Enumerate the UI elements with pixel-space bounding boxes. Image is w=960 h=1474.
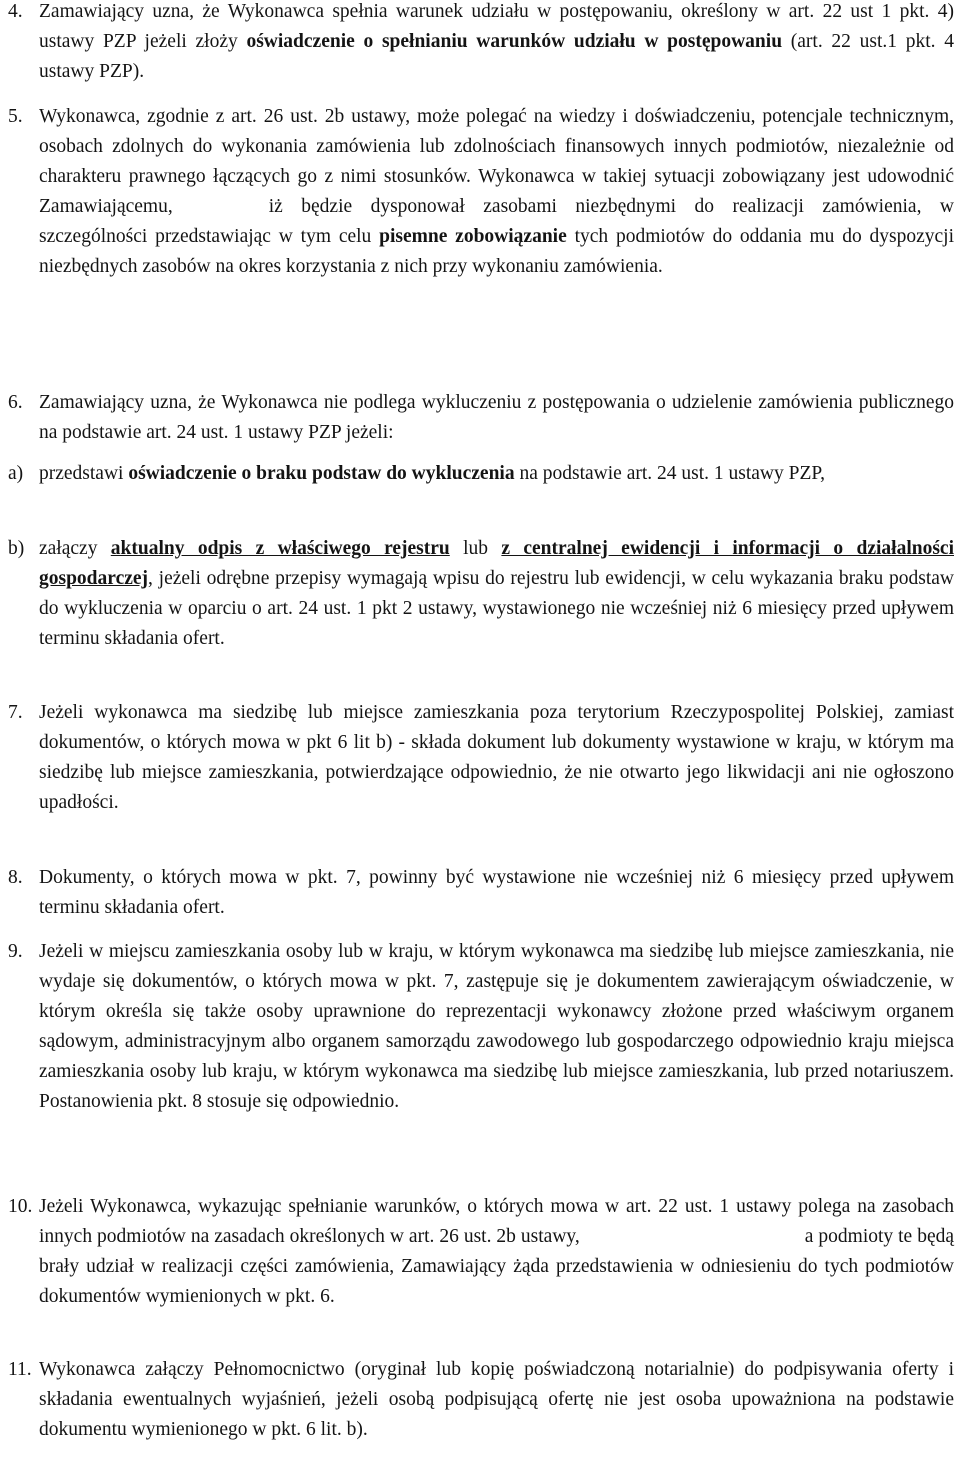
text-run: załączy — [39, 538, 111, 559]
paragraph-number: b) — [8, 538, 25, 559]
paragraph-a — [8, 459, 954, 489]
paragraph-number: 8. — [8, 867, 23, 888]
paragraph-text: Zamawiający uzna, że Wykonawca nie podlega wykluczeniu z postępowania o udzielenie zamówienia publicznego na podstawie art. 24 ust. 1 ustawy PZP jeżeli: — [39, 392, 954, 443]
paragraph-text — [39, 459, 954, 489]
paragraph-8 — [8, 863, 954, 923]
paragraph-number: 6. — [8, 392, 23, 413]
paragraph-text: Wykonawca załączy Pełnomocnictwo (oryginał lub kopię poświadczoną notarialnie) do podpisywania oferty i składania ewentualnych wyjaśnień, jeżeli osobą podpisującą ofertę nie jest osoba upoważniona na podstawie dokumentu wymienionego w pkt. 6 lit. b). — [39, 1359, 954, 1440]
text-run: , jeżeli odrębne przepisy wymagają wpisu do rejestru lub ewidencji, w celu wykazania braku podstaw do wykluczenia w oparciu o art. 24 ust. 1 pkt 2 ustawy, wystawionego nie wcześniej niż 6 miesięcy przed upływem terminu składania ofert. — [39, 568, 954, 649]
paragraph-text: Jeżeli wykonawca ma siedzibę lub miejsce zamieszkania poza terytorium Rzeczypospolitej Polskiej, zamiast dokumentów, o których mowa w pkt 6 lit b) - składa dokument lub dokumenty wystawione w kraju, w którym ma siedzibę lub miejsce zamieszkania, potwierdzające odpowiednio, że nie otwarto jego likwidacji ani nie ogłoszono upadłości. — [39, 702, 954, 813]
bold-text: pisemne zobowiązanie — [379, 226, 567, 247]
paragraph-9 — [8, 937, 954, 1117]
paragraph-6 — [8, 388, 954, 448]
paragraph-text — [39, 534, 954, 654]
paragraph-text — [39, 102, 954, 282]
paragraph-4 — [8, 0, 954, 87]
bold-text: oświadczenie o spełnianiu warunków udziału w postępowaniu — [246, 31, 783, 52]
paragraph-number: 11. — [8, 1359, 32, 1380]
text-run: a podmioty te będą brały udział w realizacji części zamówienia, Zamawiający żąda przedstawienia w odniesieniu do tych podmiotów dokumentów wymienionych w pkt. 6. — [39, 1226, 955, 1307]
paragraph-number: 9. — [8, 941, 23, 962]
paragraph-number: 7. — [8, 702, 23, 723]
text-run: Jeżeli Wykonawca, wykazując spełnianie warunków, o których mowa w art. 22 ust. 1 ustawy polega na zasobach innych podmiotów na zasadach określonych w art. 26 ust. 2b ustawy, — [39, 1196, 954, 1247]
paragraph-number: a) — [8, 463, 24, 484]
paragraph-text — [39, 0, 954, 87]
text-run: na podstawie art. 24 ust. 1 ustawy PZP, — [514, 463, 825, 484]
text-run: Zamawiający uzna, że Wykonawca spełnia warunek udziału w postępowaniu, określony w art. 22 ust 1 pkt. 4) ustawy PZP jeżeli złoży — [39, 1, 954, 52]
text-run: Wykonawca, zgodnie z art. 26 ust. 2b ustawy, może polegać na wiedzy i doświadczeniu, potencjale technicznym, osobach zdolnych do wykonania zamówienia lub zdolnościach finansowych innych podmiotów, niezależnie od charakteru prawnego łączących go z nimi stosunków. Wykonawca w takiej sytuacji zobowiązany jest udowodnić Zamawiającemu, — [39, 106, 954, 217]
paragraph-text — [39, 1192, 954, 1312]
bold-underlined-text: aktualny odpis z właściwego rejestru — [110, 538, 450, 559]
paragraph-7 — [8, 698, 954, 818]
paragraph-11 — [8, 1355, 954, 1445]
paragraph-number: 10. — [8, 1196, 33, 1217]
bold-text: oświadczenie o braku podstaw do wykluczenia — [128, 463, 515, 484]
text-run: (art. 22 ust.1 pkt. 4 ustawy PZP). — [39, 31, 954, 82]
text-run: lub — [449, 538, 502, 559]
paragraph-text: Jeżeli w miejscu zamieszkania osoby lub w kraju, w którym wykonawca ma siedzibę lub miejsce zamieszkania, nie wydaje się dokumentów, o których mowa w pkt. 7, zastępuje się je dokumentem zawierającym oświadczenie, w którym określa się także osoby uprawnione do reprezentacji wykonawcy złożone przed właściwym organem sądowym, administracyjnym albo organem samorządu zawodowego lub gospodarczego odpowiednio kraju miejsca zamieszkania osoby lub kraju, w którym wykonawca ma siedzibę lub miejsce zamieszkania, lub przed notariuszem. Postanowienia pkt. 8 stosuje się odpowiednio. — [39, 941, 954, 1112]
bold-underlined-text: z centralnej ewidencji i informacji o działalności gospodarczej — [39, 538, 954, 589]
paragraph-5 — [8, 102, 954, 282]
paragraph-number: 5. — [8, 106, 23, 127]
paragraph-text: Dokumenty, o których mowa w pkt. 7, powinny być wystawione nie wcześniej niż 6 miesięcy przed upływem terminu składania ofert. — [39, 867, 954, 918]
text-run: iż będzie dysponował zasobami niezbędnymi do realizacji zamówienia, w szczególności przedstawiając w tym celu — [39, 196, 954, 247]
paragraph-10 — [8, 1192, 954, 1312]
text-run: tych podmiotów do oddania mu do dyspozycji niezbędnych zasobów na okres korzystania z nich przy wykonaniu zamówienia. — [39, 226, 954, 277]
text-run: przedstawi — [39, 463, 129, 484]
paragraph-b — [8, 534, 954, 654]
paragraph-number: 4. — [8, 1, 23, 22]
